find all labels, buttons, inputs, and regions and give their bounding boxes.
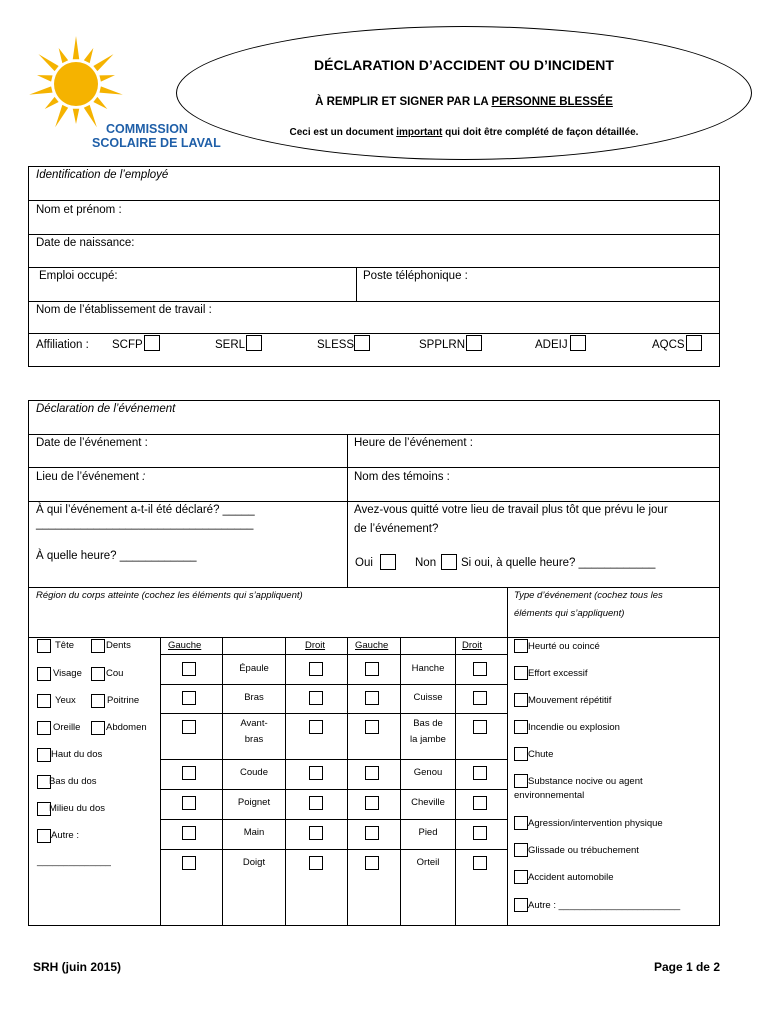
divider [347, 435, 348, 467]
arm-part-label: Bras [244, 692, 264, 703]
workplace-label: Nom de l’établissement de travail : [36, 304, 212, 316]
job-label: Emploi occupé: [39, 270, 118, 282]
arm-part-label: Épaule [239, 663, 269, 674]
visage-checkbox[interactable] [37, 667, 51, 681]
sun-ray [73, 36, 79, 59]
sun-ray [37, 75, 53, 82]
left-arm-checkbox[interactable] [182, 691, 196, 705]
employee-section-title: Identification de l’employé [36, 169, 169, 181]
right-leg-checkbox[interactable] [473, 662, 487, 676]
sun-ray [99, 86, 122, 94]
left-arm-checkbox[interactable] [182, 796, 196, 810]
autre-body-checkbox[interactable] [37, 829, 51, 843]
left-arm-checkbox[interactable] [182, 662, 196, 676]
divider [347, 502, 348, 587]
declaration-row [29, 501, 719, 587]
form-title: DÉCLARATION D’ACCIDENT OU D’INCIDENT [314, 57, 614, 73]
affiliation-label: Affiliation : [36, 339, 89, 351]
affiliation-aqcs-checkbox[interactable] [686, 335, 702, 351]
gauche-header-1: Gauche [168, 640, 202, 651]
dents-checkbox[interactable] [91, 639, 105, 653]
oui-checkbox[interactable] [380, 554, 396, 570]
leg-part-label: Pied [418, 827, 438, 838]
footer-left: SRH (juin 2015) [33, 960, 122, 974]
sun-ray [38, 54, 58, 71]
event-section-title: Déclaration de l’événement [36, 403, 176, 415]
sun-ray [45, 97, 59, 109]
cou-checkbox[interactable] [91, 667, 105, 681]
visage-label: Visage [53, 668, 82, 679]
event-type-label: Heurté ou coincé [528, 641, 600, 652]
gauche-header-2: Gauche [355, 640, 389, 651]
autre-body-line: ______________ [37, 856, 111, 867]
arm-part-label: Avant- bras [240, 718, 268, 745]
abdomen-checkbox[interactable] [91, 721, 105, 735]
milieu-du-dos-label: Milieu du dos [49, 803, 105, 814]
left-leg-checkbox[interactable] [365, 662, 379, 676]
event-date-label: Date de l’événement : [36, 437, 148, 449]
commission-logo [28, 26, 221, 156]
left-leg-checkbox[interactable] [365, 826, 379, 840]
event-place-row [29, 467, 719, 501]
event-type-label: Accident automobile [528, 872, 614, 883]
tete-label: Tête [55, 640, 75, 651]
arm-part-label: Coude [240, 767, 268, 778]
event-section-header [29, 401, 719, 434]
sun-ray [84, 105, 97, 127]
note-underlined: important [396, 127, 443, 138]
affiliation-serl-label: SERL [215, 339, 246, 351]
event-section [28, 400, 720, 926]
event-type-checkbox[interactable] [514, 666, 528, 680]
affiliation-sless-label: SLESS [317, 339, 355, 351]
divider [160, 713, 507, 714]
right-leg-checkbox[interactable] [473, 766, 487, 780]
sun-ray [29, 86, 52, 94]
event-place-label [36, 471, 145, 483]
affiliation-serl-checkbox[interactable] [246, 335, 262, 351]
event-type-label: Autre : _______________________ [528, 900, 681, 911]
form-subtitle [177, 96, 751, 108]
leg-part-label: Hanche [411, 663, 445, 674]
subtitle-prefix: À REMPLIR ET SIGNER PAR LA [315, 96, 492, 108]
event-type-list [508, 588, 719, 926]
event-type-checkbox[interactable] [514, 747, 528, 761]
divider [285, 637, 286, 926]
name-field[interactable] [29, 200, 719, 234]
right-leg-checkbox[interactable] [473, 691, 487, 705]
note-suffix: qui doit être complété de façon détaillée. [442, 127, 639, 138]
sun-ray [55, 105, 68, 127]
left-arm-checkbox[interactable] [182, 766, 196, 780]
birth-date-field[interactable] [29, 234, 719, 267]
left-arm-checkbox[interactable] [182, 720, 196, 734]
right-arm-checkbox[interactable] [309, 766, 323, 780]
form-note [177, 127, 751, 138]
right-leg-checkbox[interactable] [473, 826, 487, 840]
event-type-label: Glissade ou trébuchement [528, 845, 639, 856]
employee-section-header [29, 167, 719, 200]
sun-ray [73, 109, 79, 124]
cou-label: Cou [106, 668, 124, 679]
right-arm-checkbox[interactable] [309, 720, 323, 734]
declared-to-label: À qui l’événement a-t-il été déclaré? _____ [36, 504, 255, 516]
job-phone-row [29, 267, 719, 301]
non-checkbox[interactable] [441, 554, 457, 570]
logo-line-2: SCOLAIRE DE LAVAL [92, 136, 221, 150]
event-type-label: Effort excessif [528, 668, 588, 679]
title-ellipse [176, 26, 752, 160]
event-type-title-2: éléments qui s’appliquent) [514, 608, 625, 619]
leg-part-label: Cheville [411, 797, 445, 808]
affiliation-adeij-label: ADEIJ [535, 339, 568, 351]
right-arm-checkbox[interactable] [309, 691, 323, 705]
event-type-checkbox[interactable] [514, 639, 528, 653]
bas-du-dos-label: Bas du dos [49, 776, 97, 787]
affiliation-scfp-label: SCFP [112, 339, 143, 351]
body-region-title: Région du corps atteinte (cochez les éléments qui s’appliquent) [36, 590, 303, 601]
poitrine-label: Poitrine [107, 695, 140, 706]
left-arm-checkbox[interactable] [182, 826, 196, 840]
event-type-label: Agression/intervention physique [528, 818, 663, 829]
affiliation-aqcs-label: AQCS [652, 339, 685, 351]
event-place-colon: : [138, 471, 146, 483]
event-type-checkbox[interactable] [514, 870, 528, 884]
divider [160, 789, 507, 790]
workplace-field[interactable] [29, 301, 719, 333]
divider [455, 637, 456, 926]
affiliation-sless-checkbox[interactable] [354, 335, 370, 351]
leg-part-label: Orteil [416, 857, 440, 868]
event-type-checkbox[interactable] [514, 720, 528, 734]
affiliation-row [29, 333, 719, 367]
footer-page-number: Page 1 de 2 [653, 960, 720, 974]
event-type-label: Incendie ou explosion [528, 722, 620, 733]
arm-part-label: Poignet [237, 797, 271, 808]
oui-label: Oui [355, 557, 373, 569]
right-arm-checkbox[interactable] [309, 826, 323, 840]
name-label: Nom et prénom : [36, 204, 122, 216]
leg-part-label: Bas de la jambe [410, 718, 446, 745]
sun-ray [84, 48, 94, 63]
right-leg-checkbox[interactable] [473, 720, 487, 734]
witnesses-label: Nom des témoins : [354, 471, 450, 483]
event-type-label: Mouvement répétitif [528, 695, 612, 706]
yeux-checkbox[interactable] [37, 694, 51, 708]
right-arm-checkbox[interactable] [309, 662, 323, 676]
divider [347, 468, 348, 501]
right-leg-checkbox[interactable] [473, 856, 487, 870]
left-early-line-1: Avez-vous quitté votre lieu de travail plus tôt que prévu le jour [354, 504, 668, 516]
haut-du-dos-label: Haut du dos [51, 749, 103, 760]
left-leg-checkbox[interactable] [365, 720, 379, 734]
divider [160, 654, 507, 655]
sun-ray [93, 97, 107, 109]
right-arm-checkbox[interactable] [309, 856, 323, 870]
divider [347, 637, 348, 926]
note-prefix: Ceci est un document [289, 127, 397, 138]
right-arm-checkbox[interactable] [309, 796, 323, 810]
if-yes-time-label: Si oui, à quelle heure? ____________ [461, 557, 656, 569]
dents-label: Dents [106, 640, 131, 651]
oreille-label: Oreille [53, 722, 81, 733]
sun-icon [28, 26, 138, 136]
leg-part-label: Cuisse [413, 692, 443, 703]
affiliation-scfp-checkbox[interactable] [144, 335, 160, 351]
left-leg-checkbox[interactable] [365, 856, 379, 870]
event-type-checkbox[interactable] [514, 843, 528, 857]
left-arm-checkbox[interactable] [182, 856, 196, 870]
non-label: Non [415, 557, 437, 569]
event-type-checkbox[interactable] [514, 898, 528, 912]
divider [400, 637, 401, 926]
employee-section [28, 166, 720, 367]
event-type-label: Chute [528, 749, 554, 760]
divider [160, 849, 507, 850]
right-leg-checkbox[interactable] [473, 796, 487, 810]
event-type-checkbox[interactable] [514, 816, 528, 830]
sun-ray [59, 48, 69, 63]
divider [222, 637, 223, 926]
autre-body-label: Autre : [51, 830, 79, 841]
body-region-grid [29, 588, 507, 926]
affiliation-spplrn-label: SPPLRN [419, 339, 466, 351]
oreille-checkbox[interactable] [37, 721, 51, 735]
event-type-checkbox[interactable] [514, 693, 528, 707]
left-early-line-2: de l’événement? [354, 523, 439, 535]
droit-header-2: Droit [462, 640, 483, 651]
declared-to-line: __________________________________ [36, 518, 254, 530]
event-date-row [29, 434, 719, 467]
event-type-title-1: Type d’événement (cochez tous les [514, 590, 663, 601]
tete-checkbox[interactable] [37, 639, 51, 653]
logo-line-1: COMMISSION [106, 122, 188, 136]
left-leg-checkbox[interactable] [365, 796, 379, 810]
abdomen-label: Abdomen [106, 722, 147, 733]
arm-part-label: Doigt [242, 857, 266, 868]
sun-ray [93, 54, 113, 71]
body-region-block [29, 587, 719, 926]
arm-part-label: Main [243, 827, 265, 838]
birth-date-label: Date de naissance: [36, 237, 135, 249]
event-place-text: Lieu de l’événement [36, 471, 139, 483]
event-time-label: Heure de l’événement : [354, 437, 473, 449]
divider [356, 268, 357, 301]
event-type-label: Substance nocive ou agent environnemental [514, 776, 643, 801]
affiliation-adeij-checkbox[interactable] [570, 335, 586, 351]
declared-time-label: À quelle heure? ____________ [36, 550, 197, 562]
poitrine-checkbox[interactable] [91, 694, 105, 708]
affiliation-spplrn-checkbox[interactable] [466, 335, 482, 351]
left-leg-checkbox[interactable] [365, 766, 379, 780]
divider [160, 759, 507, 760]
divider [160, 819, 507, 820]
yeux-label: Yeux [55, 695, 76, 706]
subtitle-underlined: PERSONNE BLESSÉE [491, 96, 613, 108]
sun-ray [99, 75, 115, 82]
divider [160, 637, 161, 926]
droit-header-1: Droit [305, 640, 326, 651]
left-leg-checkbox[interactable] [365, 691, 379, 705]
phone-label: Poste téléphonique : [363, 270, 468, 282]
leg-part-label: Genou [413, 767, 443, 778]
haut-du-dos-checkbox[interactable] [37, 748, 51, 762]
divider [160, 684, 507, 685]
